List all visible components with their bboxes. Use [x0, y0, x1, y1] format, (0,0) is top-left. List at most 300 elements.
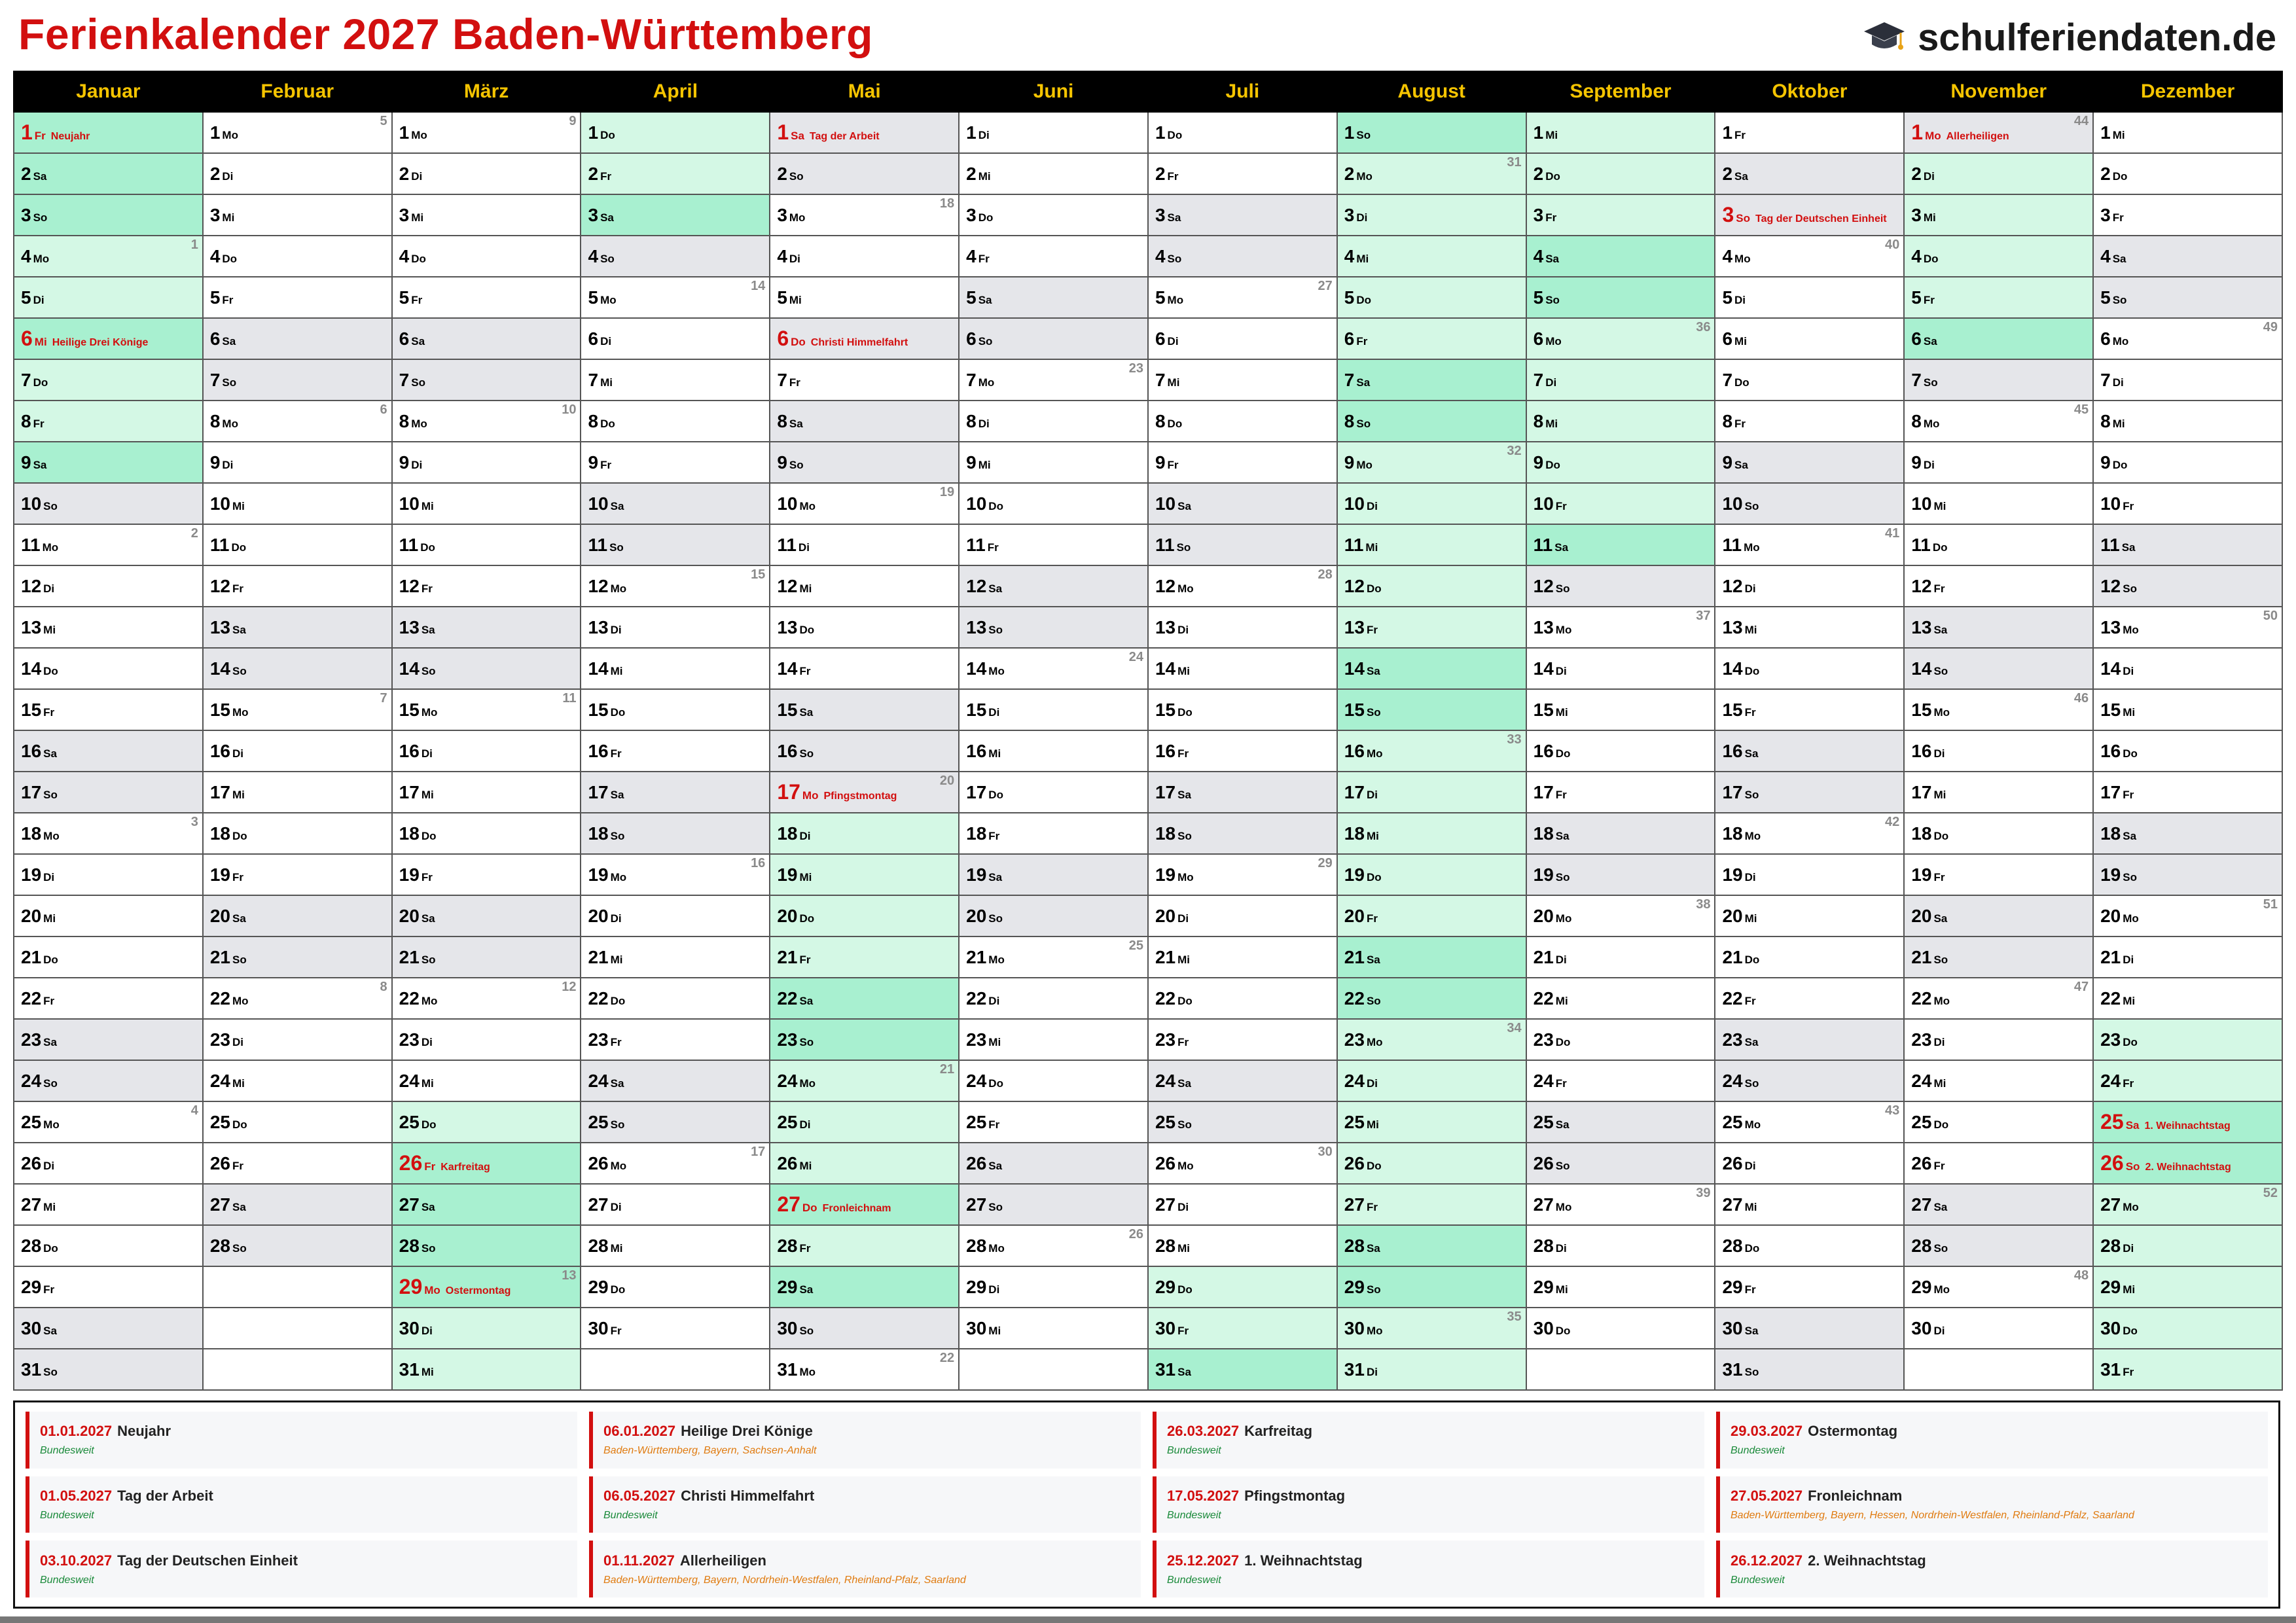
weekday-label: Sa: [1545, 252, 1559, 265]
weekday-label: Mi: [789, 293, 802, 306]
week-number: 36: [1696, 320, 1711, 334]
day-cell: [1148, 1143, 1337, 1184]
day-cell: [14, 442, 203, 483]
week-number: 29: [1318, 856, 1333, 870]
day-cell: [959, 978, 1148, 1019]
day-cell: [392, 1101, 581, 1143]
day-number: 3: [399, 204, 410, 225]
day-cell: [1904, 895, 2093, 936]
day-cell: [1148, 236, 1337, 277]
day-number: 12: [1155, 575, 1176, 596]
day-number: 10: [966, 493, 987, 514]
day-cell: [1715, 1101, 1904, 1143]
day-cell: [1337, 524, 1526, 565]
day-number: 25: [1344, 1111, 1365, 1132]
day-cell: [1715, 277, 1904, 318]
weekday-label: Di: [610, 1200, 622, 1213]
day-number: 20: [209, 905, 230, 926]
day-number: 30: [588, 1317, 609, 1338]
day-cell: [203, 524, 392, 565]
weekday-label: Mi: [1555, 994, 1568, 1007]
day-number: 25: [399, 1111, 420, 1132]
day-number: 13: [966, 616, 987, 637]
holiday-name: Pfingstmontag: [823, 791, 897, 802]
weekday-label: Sa: [2112, 252, 2126, 265]
day-number: 14: [1533, 658, 1554, 679]
day-number: 19: [21, 864, 42, 885]
day-cell: [203, 895, 392, 936]
weekday-label: So: [1366, 994, 1381, 1007]
weekday-label: Do: [43, 664, 58, 677]
day-number: 5: [777, 287, 787, 308]
weekday-label: Do: [421, 1118, 437, 1131]
legend-date: 25.12.2027: [1167, 1552, 1240, 1569]
weekday-label: Do: [1545, 458, 1560, 471]
weekday-label: Fr: [1167, 169, 1179, 183]
day-number: 25: [777, 1111, 798, 1132]
day-number: 23: [966, 1029, 987, 1050]
day-cell: [1148, 1225, 1337, 1266]
day-number: 28: [588, 1235, 609, 1256]
day-number: 24: [1344, 1070, 1365, 1091]
weekday-label: Di: [799, 1118, 811, 1131]
day-number: 9: [1344, 452, 1355, 473]
day-cell: [1715, 1308, 1904, 1349]
day-number: 9: [399, 452, 410, 473]
week-number: 27: [1318, 279, 1333, 293]
day-number: 16: [777, 740, 798, 761]
week-number: 24: [1128, 650, 1143, 664]
day-cell: [1904, 1143, 2093, 1184]
weekday-label: Di: [610, 912, 622, 925]
weekday-label: Fr: [799, 953, 811, 966]
weekday-label: Fr: [1744, 705, 1756, 719]
day-cell: [2093, 936, 2282, 978]
legend-regions: Baden-Württemberg, Bayern, Nordrhein-Westfalen, Rheinland-Pfalz, Saarland: [603, 1574, 966, 1586]
weekday-label: So: [789, 169, 804, 183]
day-row: [14, 978, 2282, 1019]
day-cell: [770, 236, 959, 277]
day-cell: [14, 318, 203, 359]
weekday-label: Mo: [232, 994, 249, 1007]
holiday-name: Tag der Deutschen Einheit: [1755, 213, 1887, 224]
day-cell: [1904, 648, 2093, 689]
day-number: 18: [2100, 823, 2121, 844]
legend-item: [1716, 1476, 2268, 1533]
day-cell: [959, 401, 1148, 442]
week-number: 19: [939, 485, 955, 499]
weekday-label: So: [799, 1324, 814, 1337]
day-number: 4: [1344, 245, 1355, 266]
graduation-cap-icon: [1863, 18, 1906, 58]
week-number: 31: [1507, 155, 1522, 169]
day-number: 12: [2100, 575, 2121, 596]
day-cell: [203, 318, 392, 359]
weekday-label: Mo: [610, 1159, 627, 1172]
legend-item-title: [603, 1488, 1130, 1505]
day-number: 28: [1911, 1235, 1932, 1256]
weekday-label: Sa: [978, 293, 992, 306]
weekday-label: So: [232, 1241, 247, 1255]
weekday-label: Di: [1177, 912, 1189, 925]
weekday-label: So: [43, 788, 58, 801]
day-cell: [2093, 359, 2282, 401]
weekday-label: Mi: [43, 623, 56, 636]
day-cell: [959, 1101, 1148, 1143]
day-cell: [2093, 1308, 2282, 1349]
weekday-label: Sa: [610, 1077, 624, 1090]
weekday-label: Fr: [1923, 293, 1935, 306]
weekday-label: Sa: [1356, 376, 1371, 389]
day-number: 20: [1155, 905, 1176, 926]
weekday-label: Do: [1177, 1283, 1193, 1296]
day-cell: [14, 1019, 203, 1060]
day-cell: [14, 565, 203, 607]
weekday-label: Mo: [1555, 1200, 1572, 1213]
day-number: 1: [2100, 122, 2111, 143]
day-number: 21: [966, 946, 987, 967]
day-number: 8: [1533, 410, 1544, 431]
weekday-label: Sa: [1177, 499, 1191, 512]
weekday-label: Mo: [1925, 130, 1941, 142]
day-cell: [1526, 730, 1715, 772]
day-number: 31: [399, 1359, 420, 1380]
day-cell: [392, 1266, 581, 1308]
weekday-label: So: [609, 541, 624, 554]
day-number: 26: [1533, 1152, 1554, 1173]
day-number: 15: [1344, 699, 1365, 720]
day-cell: [392, 648, 581, 689]
weekday-label: Fr: [232, 870, 243, 883]
day-cell: [1337, 648, 1526, 689]
day-number: 11: [588, 534, 608, 555]
week-number: 51: [2263, 897, 2278, 912]
day-cell: [1148, 1308, 1337, 1349]
day-cell: [392, 236, 581, 277]
weekday-label: Mi: [988, 1035, 1001, 1048]
day-number: 10: [777, 493, 798, 514]
day-number: 21: [588, 946, 609, 967]
weekday-label: Fr: [1177, 747, 1189, 760]
weekday-label: Fr: [2123, 1077, 2134, 1090]
weekday-label: Mo: [2112, 334, 2129, 348]
day-number: 25: [21, 1111, 42, 1132]
day-number: 2: [1533, 163, 1544, 184]
day-cell: [1526, 401, 1715, 442]
empty-cell: [1526, 1349, 1715, 1390]
day-cell: [581, 401, 770, 442]
day-number: 31: [21, 1359, 42, 1380]
day-cell: [203, 1060, 392, 1101]
day-cell: [203, 565, 392, 607]
day-cell: [1148, 1101, 1337, 1143]
day-cell: [392, 1019, 581, 1060]
day-number: 15: [588, 699, 609, 720]
day-cell: [581, 978, 770, 1019]
day-number: 24: [1533, 1070, 1554, 1091]
weekday-label: Sa: [222, 334, 236, 348]
day-cell: [1715, 194, 1904, 236]
day-cell: [1337, 442, 1526, 483]
week-number: 13: [562, 1268, 577, 1283]
day-number: 28: [777, 1235, 798, 1256]
weekday-label: Sa: [1555, 829, 1570, 842]
day-number: 1: [966, 122, 977, 143]
week-number: 38: [1696, 897, 1711, 912]
day-number: 20: [777, 905, 798, 926]
day-number: 2: [777, 163, 787, 184]
day-cell: [1904, 236, 2093, 277]
weekday-label: Sa: [1177, 1077, 1191, 1090]
weekday-label: Fr: [600, 458, 612, 471]
day-cell: [1526, 978, 1715, 1019]
day-cell: [581, 607, 770, 648]
day-cell: [392, 524, 581, 565]
day-cell: [392, 689, 581, 730]
day-cell: [1337, 813, 1526, 854]
weekday-label: Fr: [987, 541, 999, 554]
holiday-name: Fronleichnam: [822, 1203, 891, 1214]
day-number: 6: [966, 328, 977, 349]
weekday-label: So: [799, 747, 814, 760]
legend-date: 17.05.2027: [1167, 1487, 1240, 1504]
day-cell: [392, 772, 581, 813]
weekday-label: So: [988, 623, 1003, 636]
day-cell: [1715, 772, 1904, 813]
weekday-label: Fr: [1555, 788, 1567, 801]
day-cell: [1526, 236, 1715, 277]
weekday-label: Do: [1167, 128, 1183, 141]
day-number: 28: [209, 1235, 230, 1256]
weekday-label: So: [988, 1200, 1003, 1213]
week-number: 2: [190, 526, 198, 541]
holiday-name: 2. Weihnachtstag: [2145, 1162, 2231, 1173]
day-cell: [1337, 1266, 1526, 1308]
day-number: 4: [21, 245, 31, 266]
day-number: 13: [1344, 616, 1365, 637]
day-cell: [1715, 895, 1904, 936]
day-number: 26: [21, 1152, 42, 1173]
weekday-label: Do: [1555, 747, 1571, 760]
day-number: 3: [1155, 204, 1166, 225]
day-cell: [770, 689, 959, 730]
week-number: 6: [380, 402, 387, 417]
weekday-label: Mo: [799, 1077, 816, 1090]
weekday-label: Mi: [1365, 541, 1378, 554]
weekday-label: Sa: [1555, 1118, 1570, 1131]
week-number: 39: [1696, 1186, 1711, 1200]
day-number: 15: [1533, 699, 1554, 720]
day-cell: [2093, 1349, 2282, 1390]
day-cell: [2093, 194, 2282, 236]
day-cell: [770, 359, 959, 401]
weekday-label: Do: [222, 252, 238, 265]
day-number: 4: [777, 245, 787, 266]
day-cell: [2093, 1060, 2282, 1101]
weekday-label: Do: [978, 211, 994, 224]
day-cell: [392, 1143, 581, 1184]
day-number: 27: [399, 1194, 420, 1215]
day-cell: [959, 318, 1148, 359]
day-cell: [14, 359, 203, 401]
day-cell: [959, 194, 1148, 236]
day-number: 30: [1722, 1317, 1743, 1338]
weekday-label: Sa: [1366, 664, 1380, 677]
day-number: 8: [2100, 410, 2111, 431]
day-cell: [1526, 565, 1715, 607]
weekday-label: Fr: [988, 829, 1000, 842]
weekday-label: Fr: [421, 582, 433, 595]
day-cell: [1904, 442, 2093, 483]
weekday-label: Di: [978, 128, 990, 141]
day-cell: [203, 1143, 392, 1184]
day-number: 23: [209, 1029, 230, 1050]
day-cell: [1148, 112, 1337, 153]
day-number: 9: [209, 452, 221, 473]
day-number: 15: [2100, 699, 2121, 720]
legend-item-title: [40, 1552, 567, 1569]
holiday-name: Ostermontag: [445, 1285, 511, 1296]
day-cell: [1715, 524, 1904, 565]
weekday-label: Mi: [2123, 994, 2136, 1007]
day-number: 13: [777, 616, 798, 637]
day-cell: [14, 813, 203, 854]
day-cell: [2093, 565, 2282, 607]
day-cell: [1904, 277, 2093, 318]
weekday-label: Mi: [1923, 211, 1936, 224]
day-number: 13: [1533, 616, 1554, 637]
day-cell: [959, 813, 1148, 854]
day-number: 16: [399, 740, 420, 761]
day-number: 23: [1722, 1029, 1743, 1050]
day-cell: [959, 1225, 1148, 1266]
day-number: 25: [209, 1111, 230, 1132]
legend-holiday-name: 2. Weihnachtstag: [1808, 1552, 1926, 1569]
weekday-label: Mo: [1933, 1283, 1950, 1296]
day-number: 3: [1911, 204, 1922, 225]
day-cell: [2093, 318, 2282, 359]
weekday-label: Do: [232, 829, 247, 842]
day-number: 2: [399, 163, 410, 184]
day-cell: [770, 1019, 959, 1060]
day-number: 8: [966, 410, 977, 431]
weekday-label: Mi: [1177, 953, 1191, 966]
weekday-label: Mo: [2123, 912, 2139, 925]
day-row: [14, 153, 2282, 194]
day-cell: [1337, 1308, 1526, 1349]
day-number: 12: [209, 575, 230, 596]
day-number: 13: [1911, 616, 1932, 637]
day-cell: [1148, 1184, 1337, 1225]
day-number: 18: [1155, 823, 1176, 844]
day-cell: [1904, 524, 2093, 565]
weekday-label: Do: [2123, 1035, 2138, 1048]
weekday-label: So: [1167, 252, 1182, 265]
day-row: [14, 936, 2282, 978]
day-number: 16: [209, 740, 230, 761]
weekday-label: Sa: [799, 1283, 814, 1296]
month-header: August: [1337, 71, 1526, 112]
week-number: 26: [1128, 1227, 1143, 1241]
day-number: 3: [21, 204, 31, 225]
weekday-label: Di: [799, 829, 811, 842]
day-cell: [392, 1349, 581, 1390]
day-number: 18: [1722, 823, 1743, 844]
empty-cell: [203, 1308, 392, 1349]
day-number: 14: [966, 658, 987, 679]
day-number: 13: [209, 616, 230, 637]
day-number: 25: [1155, 1111, 1176, 1132]
day-number: 17: [588, 781, 609, 802]
holiday-name: Neujahr: [50, 131, 90, 142]
day-number: 3: [209, 204, 221, 225]
day-number: 6: [21, 327, 33, 350]
day-cell: [14, 1349, 203, 1390]
day-cell: [1148, 978, 1337, 1019]
week-number: 34: [1507, 1021, 1522, 1035]
legend-item-title: [1731, 1423, 2257, 1440]
legend-regions: Bundesweit: [1731, 1445, 1785, 1457]
weekday-label: So: [978, 334, 993, 348]
day-cell: [1337, 194, 1526, 236]
legend-holiday-name: Tag der Arbeit: [117, 1487, 213, 1504]
day-number: 1: [588, 122, 599, 143]
day-cell: [203, 854, 392, 895]
week-number: 28: [1318, 567, 1333, 582]
weekday-label: Mo: [33, 252, 50, 265]
day-number: 22: [1155, 988, 1176, 1008]
weekday-label: Mo: [2123, 623, 2139, 636]
legend-item-title: [603, 1423, 1130, 1440]
day-cell: [203, 359, 392, 401]
weekday-label: Do: [600, 417, 615, 430]
week-number: 33: [1507, 732, 1522, 747]
day-number: 6: [2100, 328, 2111, 349]
day-cell: [581, 895, 770, 936]
weekday-label: Do: [1177, 994, 1193, 1007]
week-number: 15: [751, 567, 766, 582]
day-cell: [581, 1019, 770, 1060]
day-cell: [1337, 318, 1526, 359]
day-number: 17: [1344, 781, 1365, 802]
day-cell: [770, 401, 959, 442]
day-number: 19: [1533, 864, 1554, 885]
weekday-label: Fr: [1366, 912, 1378, 925]
day-number: 15: [777, 699, 798, 720]
day-number: 6: [209, 328, 221, 349]
holiday-name: Karfreitag: [440, 1162, 490, 1173]
brand-link[interactable]: [1863, 16, 2276, 60]
day-number: 29: [1344, 1276, 1365, 1297]
weekday-label: Do: [791, 336, 806, 348]
day-cell: [959, 730, 1148, 772]
day-cell: [581, 1308, 770, 1349]
day-cell: [1337, 607, 1526, 648]
day-cell: [1337, 1101, 1526, 1143]
day-cell: [203, 1101, 392, 1143]
day-number: 8: [588, 410, 599, 431]
day-cell: [959, 524, 1148, 565]
week-number: 41: [1885, 526, 1900, 541]
day-cell: [1337, 1184, 1526, 1225]
day-number: 9: [1155, 452, 1166, 473]
day-number: 11: [1344, 534, 1364, 555]
day-cell: [392, 730, 581, 772]
day-cell: [203, 813, 392, 854]
day-cell: [770, 936, 959, 978]
weekday-label: Mi: [1933, 788, 1946, 801]
day-cell: [14, 1143, 203, 1184]
